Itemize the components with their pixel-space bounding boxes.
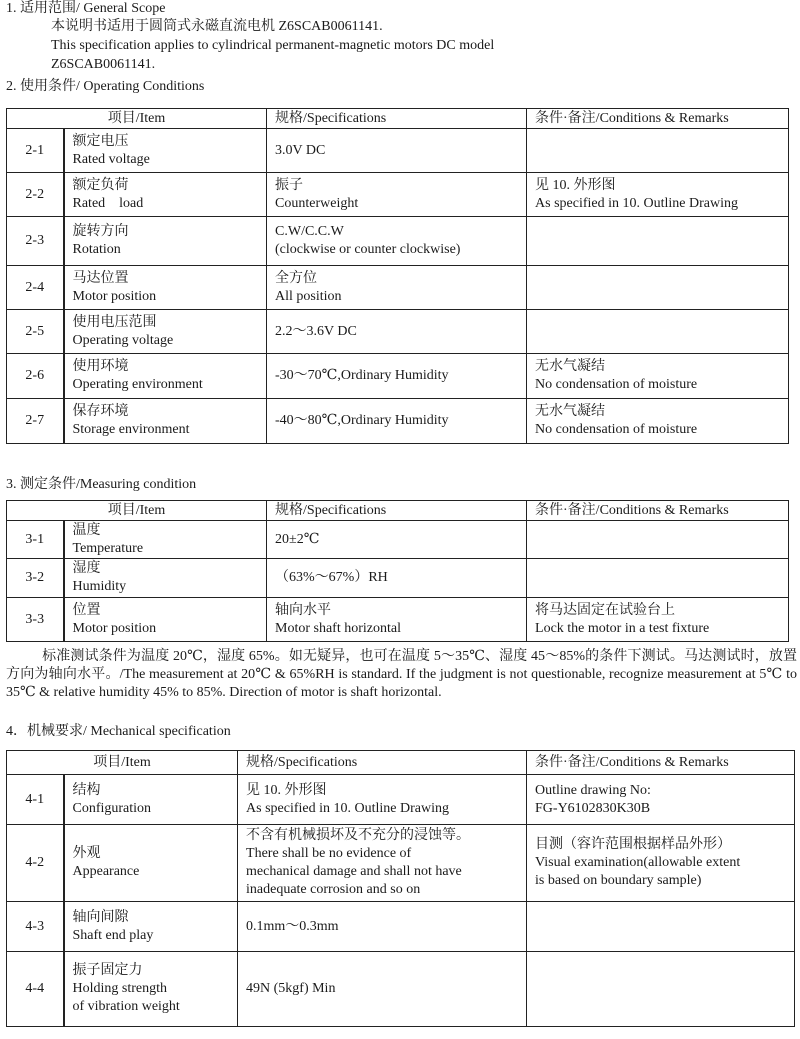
spec-line: 2.2～3.6V DC — [275, 323, 357, 339]
table-row — [7, 310, 789, 354]
row-remarks — [527, 825, 795, 902]
spec-line: (clockwise or counter clockwise) — [275, 242, 461, 257]
row-remarks — [527, 559, 789, 598]
spec-line: 不含有机械损坏及不充分的浸蚀等。 — [246, 828, 471, 843]
header-item: 项目/Item — [7, 501, 267, 521]
spec-line: 3.0V DC — [275, 142, 326, 158]
row-remarks — [527, 173, 789, 217]
row-number: 2-3 — [7, 217, 64, 266]
row-item — [64, 354, 267, 399]
row-remarks — [527, 598, 789, 642]
row-number: 4-1 — [7, 775, 64, 825]
table-row — [7, 173, 789, 217]
item-name-en: Operating voltage — [72, 332, 174, 348]
row-number: 3-1 — [7, 521, 64, 559]
row-specification — [267, 129, 527, 173]
item-name-en: Holding strength — [72, 981, 167, 996]
spec-line: 49N (5kgf) Min — [246, 981, 336, 996]
item-name-en: Storage environment — [72, 422, 190, 437]
row-item — [64, 217, 267, 266]
item-name-en: Rotation — [72, 242, 121, 257]
row-remarks — [527, 129, 789, 173]
row-number: 2-6 — [7, 354, 64, 399]
remarks-line: As specified in 10. Outline Drawing — [535, 195, 738, 211]
row-item — [64, 399, 267, 444]
table-header-row — [7, 109, 789, 129]
table-row — [7, 399, 789, 444]
table-row — [7, 825, 795, 902]
row-number: 4-3 — [7, 902, 64, 952]
spec-line: 见 10. 外形图 — [246, 782, 327, 798]
header-specifications: 规格/Specifications — [238, 751, 527, 775]
section-1-heading: 1. 适用范围/ General Scope — [6, 1, 166, 16]
row-number: 2-1 — [7, 129, 64, 173]
item-name-en: Configuration — [72, 800, 152, 816]
row-item — [64, 559, 267, 598]
spec-line: -40～80℃,Ordinary Humidity — [275, 413, 449, 428]
row-number: 3-2 — [7, 559, 64, 598]
header-remarks: 条件·备注/Conditions & Remarks — [527, 751, 795, 775]
row-item — [64, 825, 238, 902]
row-remarks — [527, 521, 789, 559]
row-specification — [267, 266, 527, 310]
item-name-cn: 保存环境 — [72, 404, 129, 419]
item-name-cn: 结构 — [72, 782, 101, 798]
item-name-cn: 使用环境 — [72, 359, 129, 374]
item-name-en: Motor position — [72, 620, 157, 636]
item-name-cn: 额定电压 — [72, 133, 129, 149]
item-name-en: Rated voltage — [72, 151, 150, 167]
scope-text-en: This specification applies to cylindrical permanent-magnetic motors DC model — [51, 38, 495, 53]
row-number: 2-5 — [7, 310, 64, 354]
item-name-en: of vibration weight — [72, 999, 180, 1014]
row-item — [64, 310, 267, 354]
spec-line: Motor shaft horizontal — [275, 620, 401, 636]
item-name-cn: 旋转方向 — [72, 224, 129, 239]
row-remarks — [527, 902, 795, 952]
row-number: 2-4 — [7, 266, 64, 310]
item-name-en: Humidity — [72, 579, 127, 594]
spec-line: inadequate corrosion and so on — [246, 882, 421, 897]
item-name-cn: 振子固定力 — [72, 963, 143, 978]
row-number: 3-3 — [7, 598, 64, 642]
row-specification — [238, 952, 527, 1027]
row-specification — [238, 775, 527, 825]
row-item — [64, 129, 267, 173]
row-number: 2-7 — [7, 399, 64, 444]
remarks-line: 无水气凝结 — [535, 359, 606, 374]
row-item — [64, 521, 267, 559]
spec-line: mechanical damage and shall not have — [246, 864, 462, 879]
item-name-cn: 温度 — [72, 522, 101, 538]
remarks-line: is based on boundary sample) — [535, 873, 702, 888]
item-name-cn: 使用电压范围 — [72, 314, 157, 330]
spec-line: 轴向水平 — [275, 602, 332, 618]
row-specification — [238, 902, 527, 952]
remarks-line: No condensation of moisture — [535, 422, 698, 437]
measuring-note-text: 标准测试条件为温度 20℃，湿度 65%。如无疑异，也可在温度 5～35℃、湿度 45～85%的条件下测试。马达测试时，放置方向为轴向水平。/The measurement at 20℃ & 65%RH is standard. If the judgment is not questionable, recognize measurement at 5℃ to 35℃ & relative humidity 45% to 85%. Direction of motor is shaft horizontal. — [6, 649, 797, 700]
spec-line: 全方位 — [275, 270, 318, 286]
header-remarks: 条件·备注/Conditions & Remarks — [527, 501, 789, 521]
spec-line: As specified in 10. Outline Drawing — [246, 800, 449, 816]
row-remarks — [527, 217, 789, 266]
remarks-line: 目测（容许范围根据样品外形） — [535, 837, 732, 852]
item-name-cn: 外观 — [72, 846, 101, 861]
item-name-en: Motor position — [72, 288, 157, 304]
section-4-heading: 4．机械要求/ Mechanical specification — [6, 724, 231, 739]
row-item — [64, 266, 267, 310]
row-specification — [267, 521, 527, 559]
row-item — [64, 775, 238, 825]
table-row — [7, 217, 789, 266]
row-item — [64, 598, 267, 642]
remarks-line: Lock the motor in a test fixture — [535, 620, 710, 636]
remarks-line: 无水气凝结 — [535, 404, 606, 419]
remarks-line: Outline drawing No: — [535, 782, 651, 798]
row-specification — [267, 217, 527, 266]
row-number: 4-4 — [7, 952, 64, 1027]
scope-model: Z6SCAB0061141. — [51, 57, 156, 72]
row-item — [64, 902, 238, 952]
row-specification — [238, 825, 527, 902]
row-remarks — [527, 952, 795, 1027]
header-item: 项目/Item — [7, 751, 238, 775]
spec-line: C.W/C.C.W — [275, 224, 344, 239]
header-specifications: 规格/Specifications — [267, 109, 527, 129]
item-name-en: Temperature — [72, 540, 144, 556]
remarks-line: No condensation of moisture — [535, 377, 698, 392]
table-row — [7, 902, 795, 952]
row-specification — [267, 354, 527, 399]
item-name-cn: 位置 — [72, 602, 101, 618]
header-specifications: 规格/Specifications — [267, 501, 527, 521]
row-number: 2-2 — [7, 173, 64, 217]
spec-line: （63%～67%）RH — [275, 570, 388, 585]
remarks-line: 见 10. 外形图 — [535, 177, 616, 193]
item-name-cn: 马达位置 — [72, 270, 129, 286]
remarks-line: 将马达固定在试验台上 — [535, 602, 676, 618]
row-specification — [267, 310, 527, 354]
table-row — [7, 521, 789, 559]
item-name-cn: 湿度 — [72, 561, 101, 576]
table-row — [7, 354, 789, 399]
table-header-row — [7, 501, 789, 521]
item-name-en: Shaft end play — [72, 927, 154, 943]
spec-line: -30～70℃,Ordinary Humidity — [275, 368, 449, 383]
table-row — [7, 129, 789, 173]
item-name-en: Appearance — [72, 864, 140, 879]
row-specification — [267, 559, 527, 598]
mechanical-spec-table — [6, 750, 795, 1027]
row-specification — [267, 173, 527, 217]
section-2-heading: 2. 使用条件/ Operating Conditions — [6, 79, 205, 94]
table-row — [7, 598, 789, 642]
spec-line: There shall be no evidence of — [246, 846, 412, 861]
measuring-condition-table — [6, 500, 789, 642]
table-row — [7, 266, 789, 310]
row-remarks — [527, 399, 789, 444]
table-row — [7, 952, 795, 1027]
remarks-line: Visual examination(allowable extent — [535, 855, 741, 870]
header-remarks: 条件·备注/Conditions & Remarks — [527, 109, 789, 129]
row-remarks — [527, 354, 789, 399]
spec-line: 振子 — [275, 177, 304, 193]
spec-line: 20±2℃ — [275, 531, 320, 547]
table-row — [7, 559, 789, 598]
row-remarks — [527, 310, 789, 354]
spec-line: All position — [275, 288, 342, 304]
scope-text-cn: 本说明书适用于圆筒式永磁直流电机 Z6SCAB0061141. — [51, 19, 383, 34]
table-row — [7, 775, 795, 825]
row-item — [64, 952, 238, 1027]
table-header-row — [7, 751, 795, 775]
item-name-cn: 额定负荷 — [72, 177, 129, 193]
row-remarks — [527, 266, 789, 310]
row-remarks — [527, 775, 795, 825]
item-name-en: Operating environment — [72, 377, 203, 392]
remarks-line: FG-Y6102830K30B — [535, 800, 651, 816]
spec-line: 0.1mm～0.3mm — [246, 918, 339, 934]
section-3-heading: 3. 测定条件/Measuring condition — [6, 477, 197, 492]
operating-conditions-table — [6, 108, 789, 444]
row-item — [64, 173, 267, 217]
item-name-en: Rated load — [72, 195, 144, 211]
header-item: 项目/Item — [7, 109, 267, 129]
spec-line: Counterweight — [275, 195, 359, 211]
measuring-note — [6, 648, 797, 702]
row-number: 4-2 — [7, 825, 64, 902]
item-name-cn: 轴向间隙 — [72, 909, 129, 925]
row-specification — [267, 399, 527, 444]
row-specification — [267, 598, 527, 642]
